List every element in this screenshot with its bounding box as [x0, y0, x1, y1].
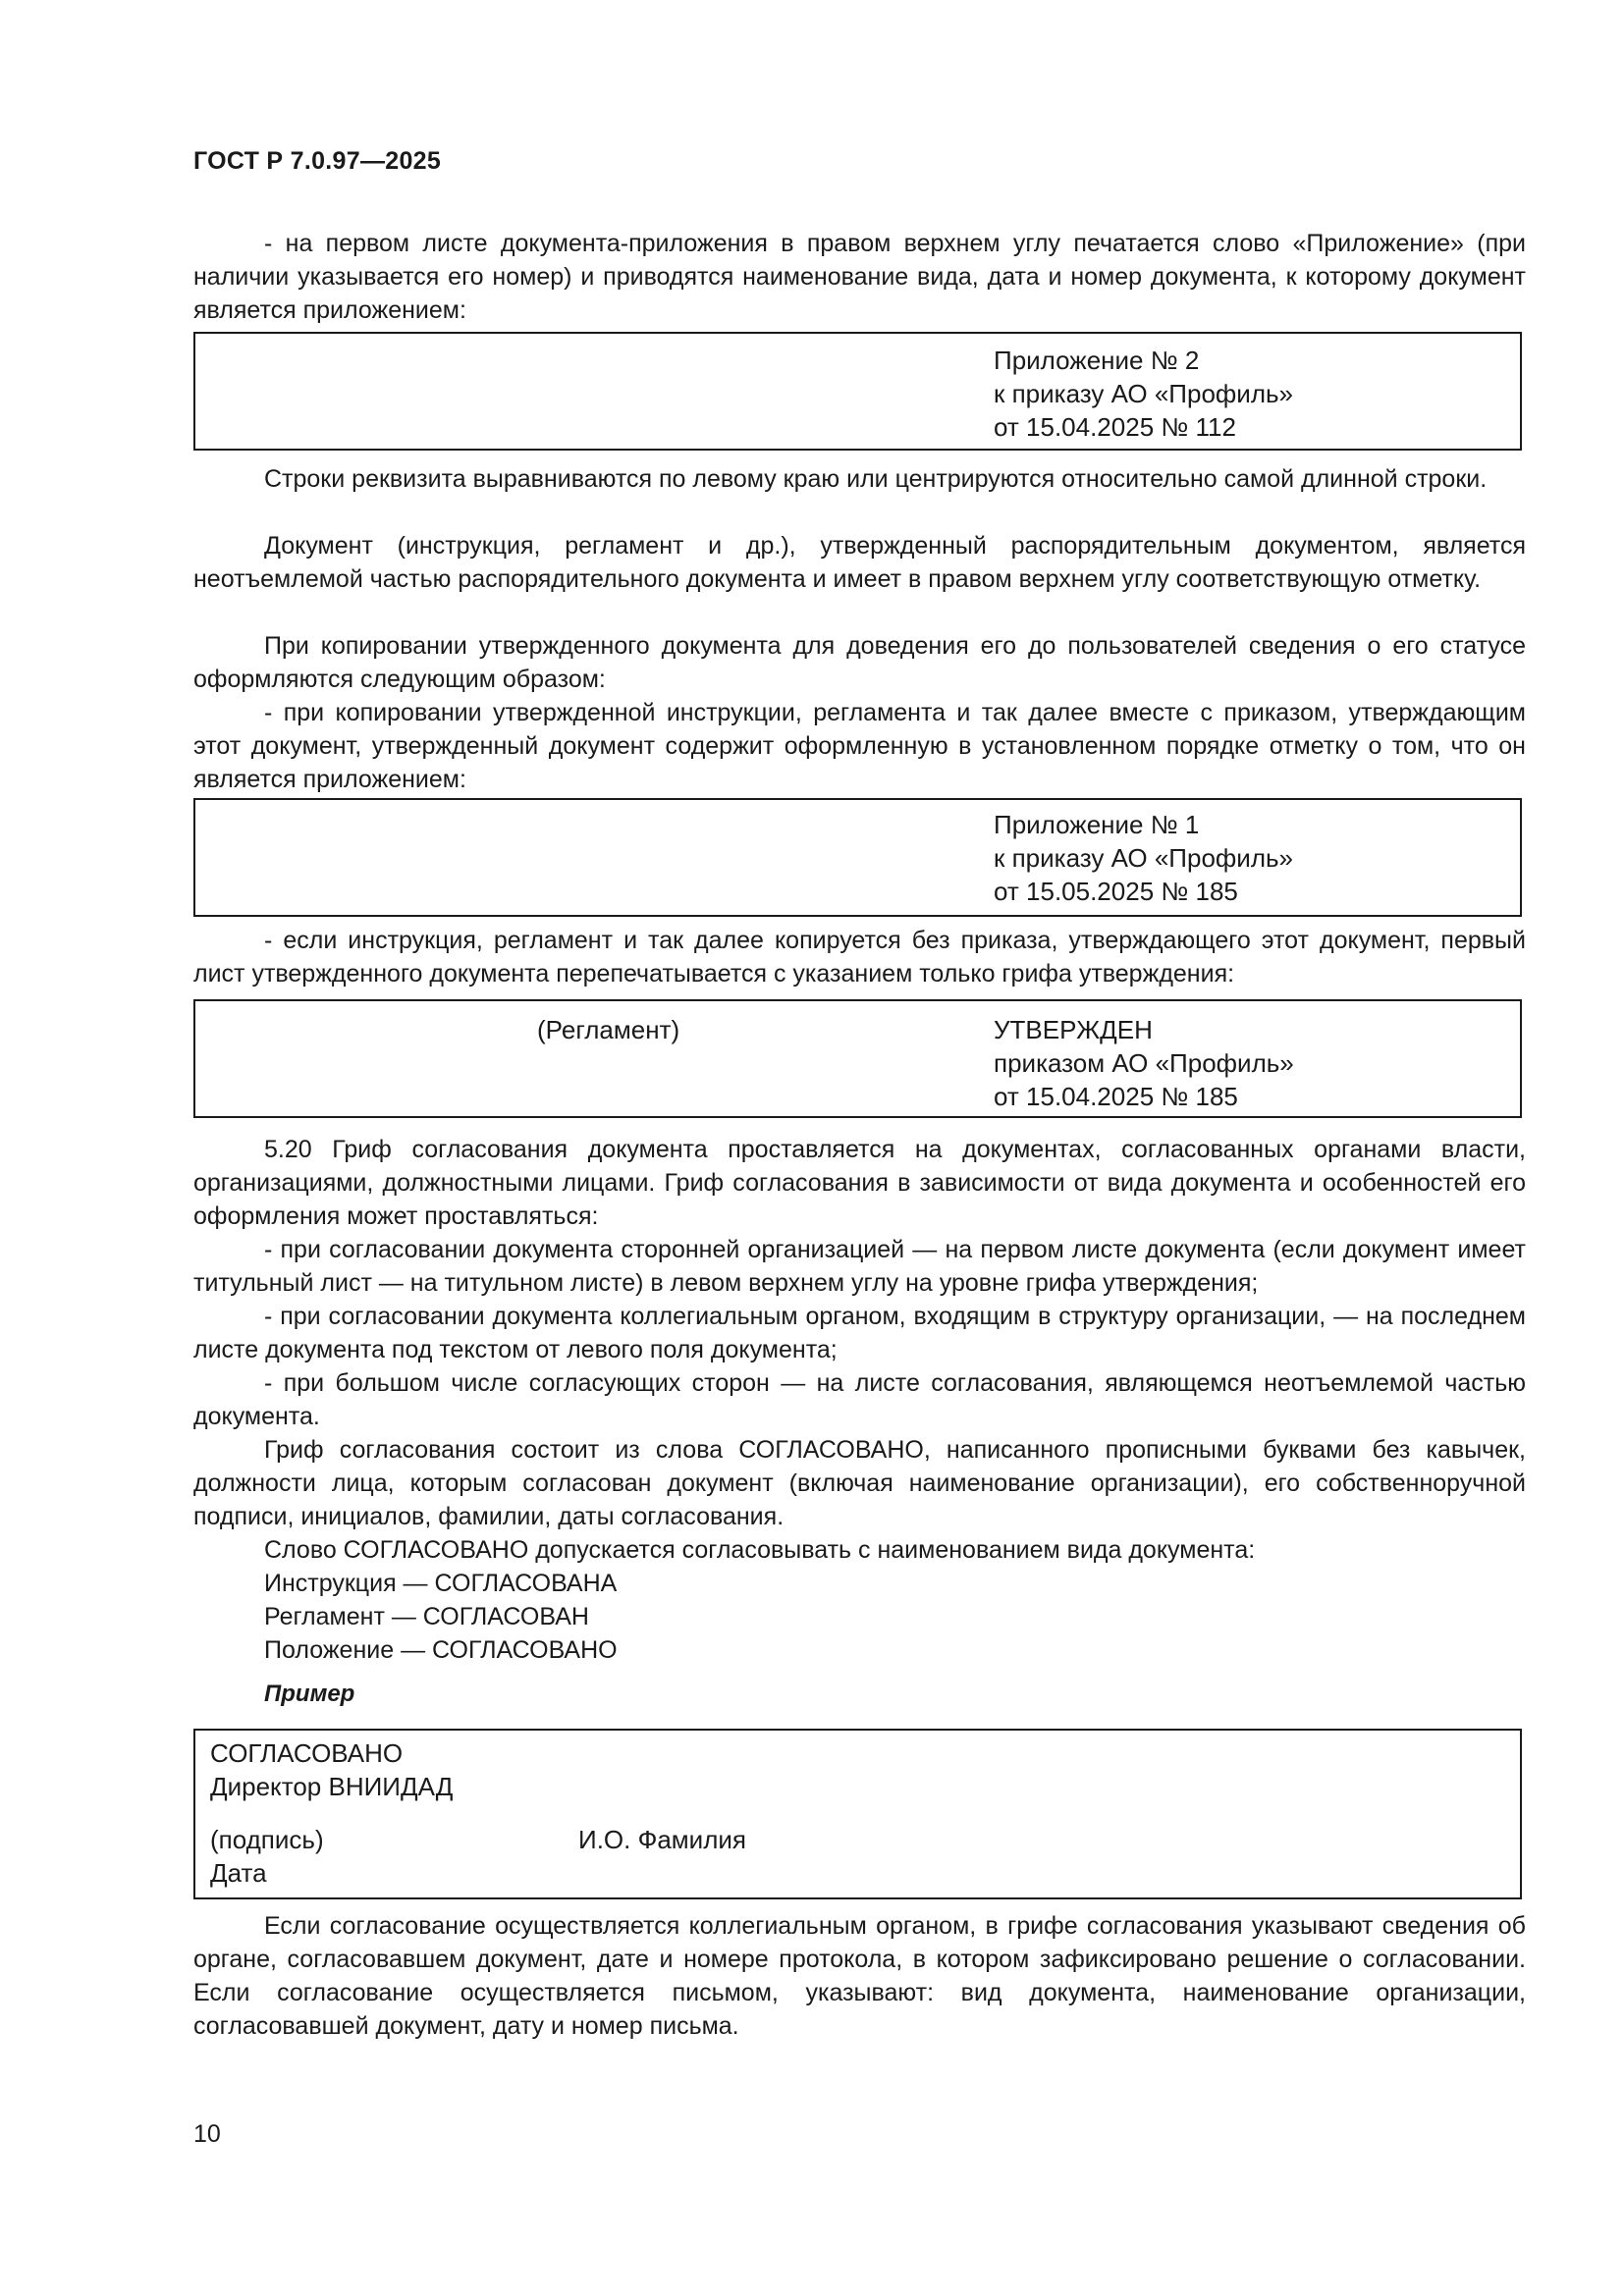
box-line: к приказу АО «Профиль»	[994, 379, 1294, 408]
paragraph: - на первом листе документа-приложения в правом верхнем углу печатается слово «Приложение» (при наличии указывается его номер) и приводятся наименование вида, дата и номер документа, к которому документ является приложением:	[193, 230, 1526, 324]
box-line: Дата	[210, 1858, 267, 1888]
box-line: к приказу АО «Профиль»	[994, 843, 1294, 873]
box-line: приказом АО «Профиль»	[994, 1048, 1294, 1078]
example-label: Пример	[264, 1681, 355, 1707]
paragraph: - если инструкция, регламент и так далее копируется без приказа, утверждающего этот документ, первый лист утвержденного документа перепечатывается с указанием только грифа утверждения:	[193, 927, 1526, 988]
list-item: Инструкция — СОГЛАСОВАНА	[264, 1570, 618, 1597]
paragraph: Документ (инструкция, регламент и др.), утвержденный распорядительным документом, является неотъемлемой частью распорядительного документа и имеет в правом верхнем углу соответствующую отметку.	[193, 532, 1526, 593]
example-box-appendix-1	[193, 798, 1522, 917]
example-box-agreement	[193, 1729, 1522, 1899]
paragraph: Гриф согласования состоит из слова СОГЛАСОВАНО, написанного прописными буквами без кавычек, должности лица, которым согласован документ (включая наименование организации), его собственноручной подписи, инициалов, фамилии, даты согласования.	[193, 1436, 1526, 1530]
document-header: ГОСТ Р 7.0.97—2025	[193, 147, 442, 175]
paragraph: Слово СОГЛАСОВАНО допускается согласовывать с наименованием вида документа:	[264, 1536, 1256, 1564]
paragraph: Строки реквизита выравниваются по левому краю или центрируются относительно самой длинной строки.	[264, 465, 1488, 493]
paragraph: Если согласование осуществляется коллегиальным органом, в грифе согласования указывают сведения об органе, согласовавшем документ, дате и номере протокола, в котором зафиксировано решение о согласовании. Если согласование осуществляется письмом, указывают: вид документа, наименование организации, согласовавшей документ, дату и номер письма.	[193, 1912, 1526, 2040]
box-line: Приложение № 1	[994, 810, 1200, 839]
box-line: (Регламент)	[537, 1015, 680, 1044]
box-line: СОГЛАСОВАНО	[210, 1738, 404, 1768]
box-line: от 15.04.2025 № 185	[994, 1082, 1238, 1111]
list-item: Положение — СОГЛАСОВАНО	[264, 1636, 618, 1664]
paragraph: - при согласовании документа коллегиальным органом, входящим в структуру организации, — на последнем листе документа под текстом от левого поля документа;	[193, 1303, 1526, 1363]
box-line: от 15.04.2025 № 112	[994, 412, 1236, 442]
example-box-approval	[193, 999, 1522, 1118]
paragraph: - при большом числе согласующих сторон — на листе согласования, являющемся неотъемлемой частью документа.	[193, 1369, 1526, 1430]
paragraph: - при копировании утвержденной инструкции, регламента и так далее вместе с приказом, утверждающим этот документ, утвержденный документ содержит оформленную в установленном порядке отметку о том, что он является приложением:	[193, 699, 1526, 793]
page-number: 10	[193, 2120, 221, 2148]
example-box-appendix-2	[193, 332, 1522, 451]
box-line: И.О. Фамилия	[578, 1825, 746, 1854]
paragraph: При копировании утвержденного документа для доведения его до пользователей сведения о его статусе оформляются следующим образом:	[193, 632, 1526, 693]
box-line: Приложение № 2	[994, 346, 1200, 375]
list-item: Регламент — СОГЛАСОВАН	[264, 1603, 589, 1630]
paragraph: - при согласовании документа сторонней организацией — на первом листе документа (если документ имеет титульный лист — на титульном листе) в левом верхнем углу на уровне грифа утверждения;	[193, 1236, 1526, 1297]
box-line: от 15.05.2025 № 185	[994, 877, 1238, 906]
paragraph: 5.20 Гриф согласования документа проставляется на документах, согласованных органами власти, организациями, должностными лицами. Гриф согласования в зависимости от вида документа и особенностей его оформления может проставляться:	[193, 1136, 1526, 1230]
box-line: (подпись)	[210, 1825, 324, 1854]
box-line: УТВЕРЖДЕН	[994, 1015, 1153, 1044]
box-line: Директор ВНИИДАД	[210, 1772, 454, 1801]
